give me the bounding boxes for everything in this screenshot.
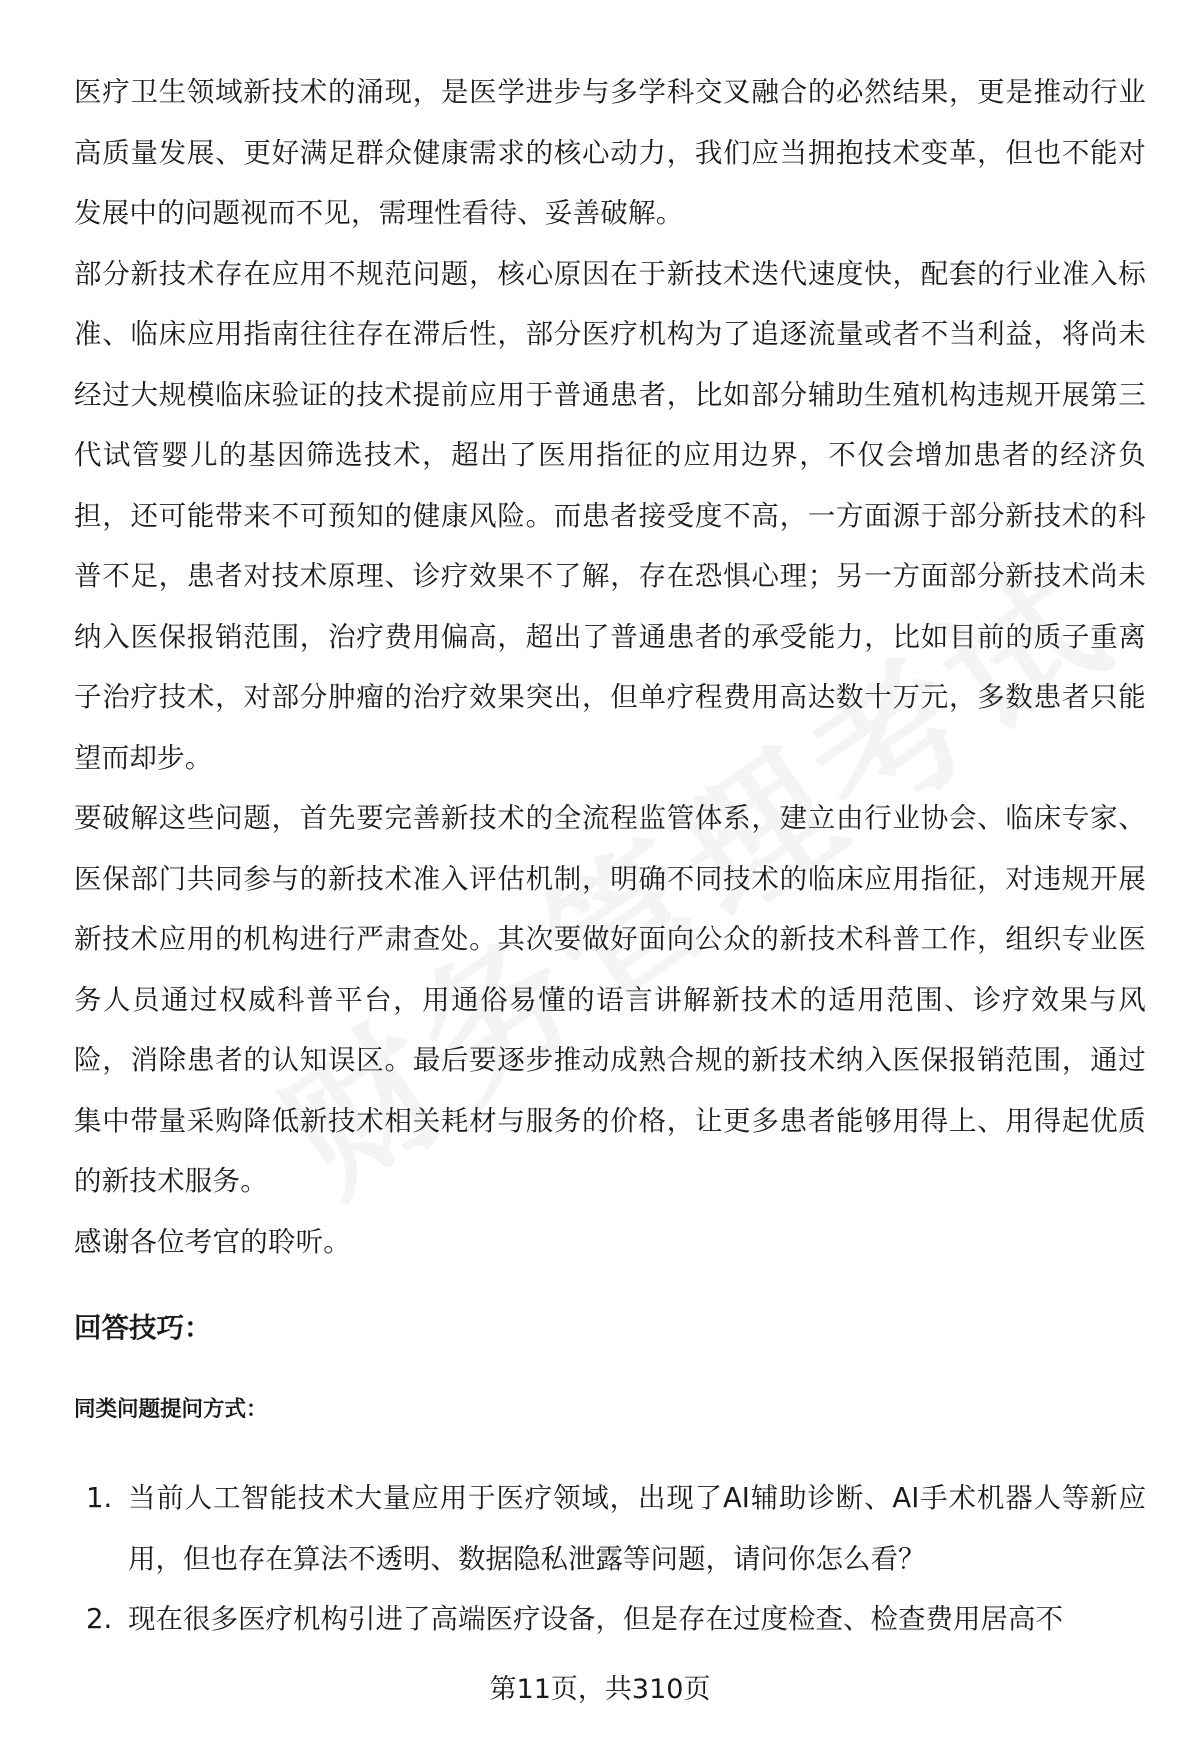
section-title: 回答技巧：: [74, 1312, 212, 1344]
list-item: [74, 1468, 1146, 1589]
document-body: [74, 62, 1146, 1650]
question-list: [74, 1468, 1146, 1650]
list-item-text: 当前人工智能技术大量应用于医疗领域，出现了AI辅助诊断、AI手术机器人等新应用，但也存在算法不透明、数据隐私泄露等问题，请问你怎么看？: [128, 1482, 1146, 1575]
page-number: 第11页，共310页: [489, 1674, 711, 1705]
list-number: 2.: [86, 1603, 113, 1635]
paragraph-problems: 部分新技术存在应用不规范问题，核心原因在于新技术迭代速度快，配套的行业准入标准、临床应用指南往往存在滞后性，部分医疗机构为了追逐流量或者不当利益，将尚未经过大规模临床验证的技术提前应用于普通患者，比如部分辅助生殖机构违规开展第三代试管婴儿的基因筛选技术，超出了医用指征的应用边界，不仅会增加患者的经济负担，还可能带来不可预知的健康风险。而患者接受度不高，一方面源于部分新技术的科普不足，患者对技术原理、诊疗效果不了解，存在恐惧心理；另一方面部分新技术尚未纳入医保报销范围，治疗费用偏高，超出了普通患者的承受能力，比如目前的质子重离子治疗技术，对部分肿瘤的治疗效果突出，但单疗程费用高达数十万元，多数患者只能望而却步。: [74, 257, 1146, 774]
subsection-title: 同类问题提问方式：: [74, 1397, 268, 1422]
list-item: [74, 1589, 1146, 1650]
paragraph-intro: 医疗卫生领域新技术的涌现，是医学进步与多学科交叉融合的必然结果，更是推动行业高质量发展、更好满足群众健康需求的核心动力，我们应当拥抱技术变革，但也不能对发展中的问题视而不见，需理性看待、妥善破解。: [74, 76, 1146, 229]
list-number: 1.: [86, 1482, 113, 1514]
list-item-text: 现在很多医疗机构引进了高端医疗设备，但是存在过度检查、检查费用居高不: [128, 1603, 1063, 1635]
paragraph-closing: 感谢各位考官的聆听。: [74, 1225, 351, 1258]
paragraph-solutions: 要破解这些问题，首先要完善新技术的全流程监管体系，建立由行业协会、临床专家、医保部门共同参与的新技术准入评估机制，明确不同技术的临床应用指征，对违规开展新技术应用的机构进行严肃查处。其次要做好面向公众的新技术科普工作，组织专业医务人员通过权威科普平台，用通俗易懂的语言讲解新技术的适用范围、诊疗效果与风险，消除患者的认知误区。最后要逐步推动成熟合规的新技术纳入医保报销范围，通过集中带量采购降低新技术相关耗材与服务的价格，让更多患者能够用得上、用得起优质的新技术服务。: [74, 802, 1146, 1197]
